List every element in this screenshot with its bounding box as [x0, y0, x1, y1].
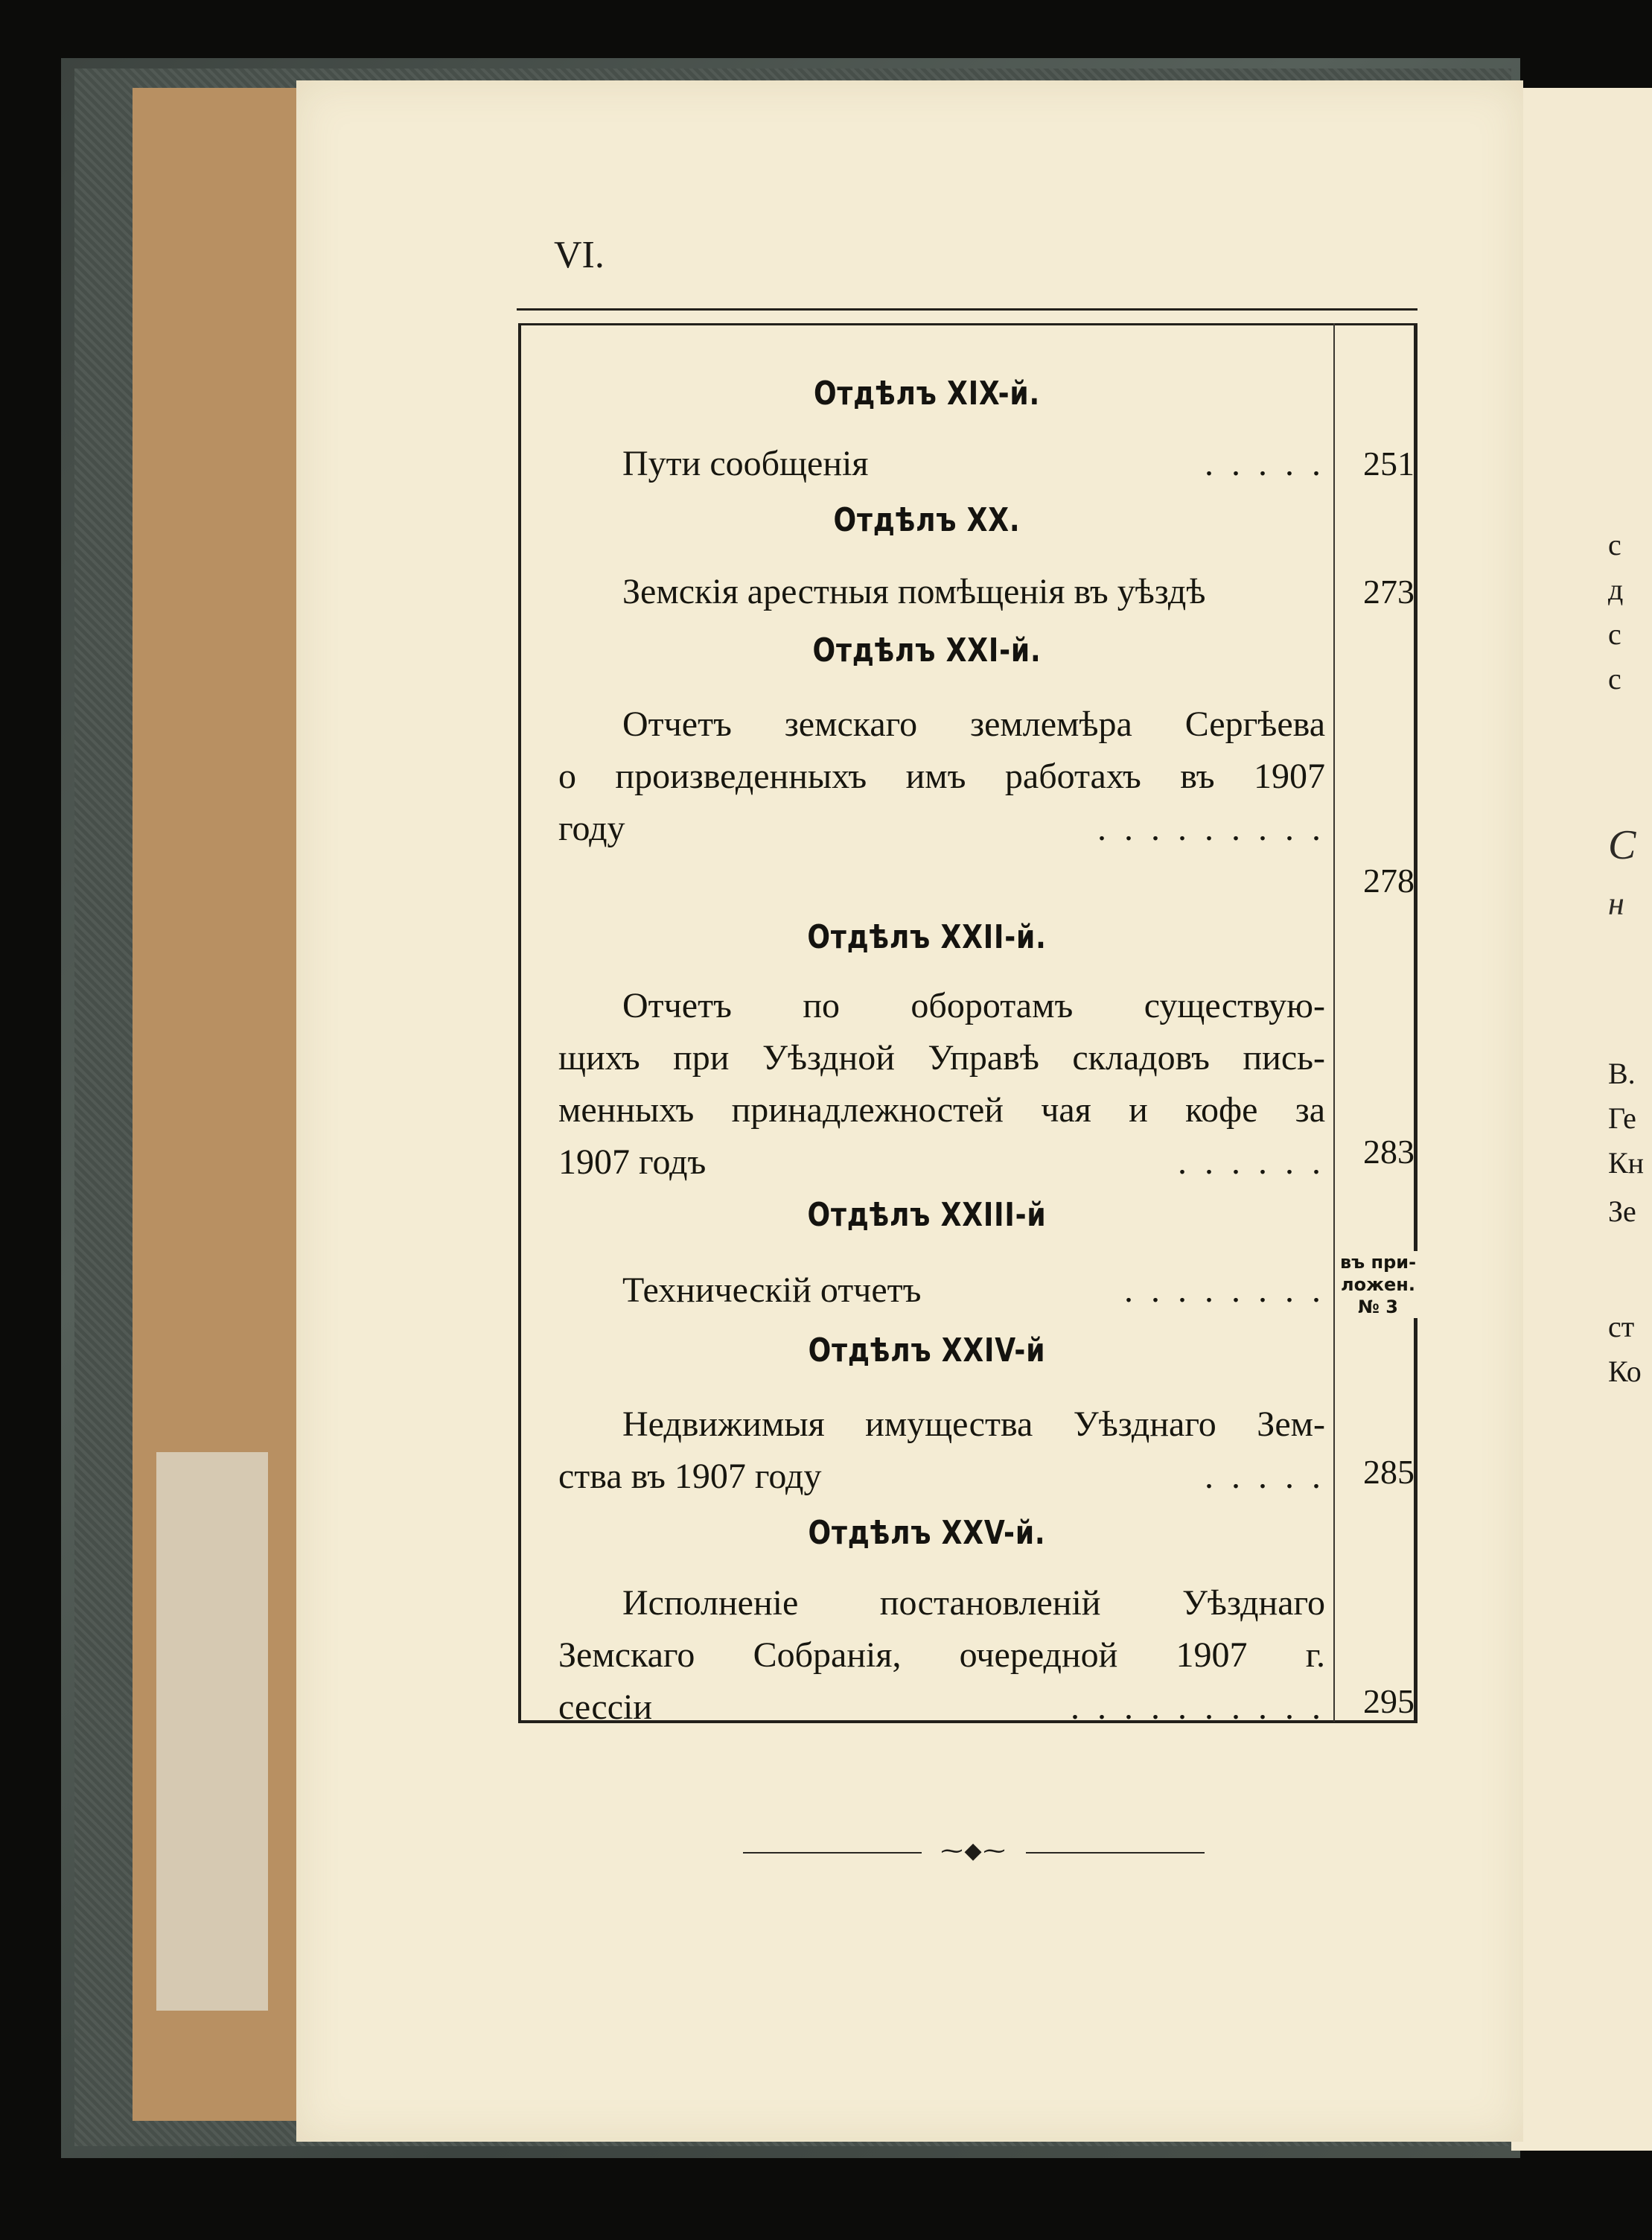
leader-dots: . . . . .	[1205, 1457, 1325, 1496]
toc-entry	[558, 1264, 1325, 1317]
top-rule	[517, 308, 1417, 311]
entry-text: Земскія арестныя помѣщенія въ уѣздѣ	[622, 572, 1206, 611]
entry-text: Пути сообщенія	[622, 444, 869, 483]
page-ref: 251	[1363, 445, 1415, 483]
section-heading: Отдѣлъ XIX-й.	[813, 375, 1041, 413]
section-heading: Отдѣлъ XXI-й.	[812, 631, 1042, 669]
section-heading: Отдѣлъ XXIV-й	[808, 1331, 1046, 1369]
section-heading: Отдѣлъ XXV-й.	[808, 1514, 1046, 1552]
facing-text-fragment: д	[1608, 573, 1624, 606]
facing-page	[1511, 88, 1652, 2151]
leader-dots: . . . . . . . . . .	[1071, 1687, 1325, 1727]
note-line: № 3	[1358, 1296, 1398, 1317]
page-ref: 295	[1363, 1682, 1415, 1720]
facing-text-fragment: Кн	[1608, 1146, 1645, 1180]
page-number: VI.	[554, 234, 605, 276]
section-heading: Отдѣлъ XXII-й.	[807, 918, 1047, 956]
facing-text-fragment: с	[1608, 617, 1621, 651]
toc-entry	[558, 980, 1325, 1189]
facing-text-fragment: С	[1608, 822, 1636, 868]
page-ref-note	[1339, 1251, 1417, 1318]
facing-text-fragment: Ко	[1608, 1355, 1642, 1388]
toc-entry	[558, 699, 1325, 855]
section-heading: Отдѣлъ XXIII-й	[807, 1196, 1047, 1234]
facing-text-fragment: В.	[1608, 1057, 1636, 1090]
ornament-divider	[743, 1839, 1205, 1865]
section-heading: Отдѣлъ XX.	[833, 501, 1021, 539]
book-page	[296, 80, 1523, 2142]
entry-line: о произведенныхъ имъ работахъ въ 1907	[558, 757, 1325, 796]
ornament-glyph: ⁓◆⁓	[940, 1839, 1007, 1863]
page-ref: 285	[1363, 1453, 1415, 1491]
page-ref: 283	[1363, 1133, 1415, 1171]
entry-line: сессіи	[558, 1687, 653, 1727]
entry-line: году	[558, 809, 625, 848]
facing-text-fragment: с	[1608, 528, 1621, 561]
toc-entry	[558, 566, 1325, 618]
note-line: въ при-	[1339, 1252, 1417, 1273]
leader-dots: . . . . . . . . .	[1097, 809, 1325, 848]
toc-entry	[558, 1399, 1325, 1503]
page-ref: 273	[1363, 573, 1415, 611]
entry-text: Техническій отчетъ	[622, 1270, 922, 1310]
facing-text-fragment: н	[1608, 885, 1624, 922]
entry-line: Отчетъ по оборотамъ существую-	[622, 986, 1325, 1025]
entry-line: менныхъ принадлежностей чая и кофе за	[558, 1090, 1325, 1130]
leader-dots: . . . . .	[1205, 444, 1325, 483]
entry-line: 1907 годъ	[558, 1142, 707, 1182]
page-ref: 278	[1363, 862, 1415, 900]
entry-line: ства въ 1907 году	[558, 1457, 822, 1496]
entry-line: Исполненіе постановленій Уѣзднаго	[622, 1583, 1325, 1623]
entry-line: Недвижимыя имущества Уѣзднаго Зем-	[622, 1404, 1325, 1444]
toc-entry	[558, 438, 1325, 490]
note-line: ложен.	[1341, 1274, 1415, 1295]
leader-dots: . . . . . .	[1178, 1142, 1325, 1182]
entry-line: щихъ при Уѣздной Управѣ складовъ пись-	[558, 1038, 1325, 1078]
facing-text-fragment: Зе	[1608, 1194, 1636, 1228]
entry-line: Земскаго Собранія, очередной 1907 г.	[558, 1635, 1325, 1675]
facing-text-fragment: Ге	[1608, 1101, 1636, 1135]
toc-entry	[558, 1577, 1325, 1734]
paper-strip	[156, 1452, 268, 2011]
facing-text-fragment: с	[1608, 662, 1621, 696]
leader-dots: . . . . . . . .	[1124, 1270, 1325, 1310]
entry-line: Отчетъ земскаго землемѣра Сергѣева	[622, 704, 1325, 744]
page-column-divider	[1333, 323, 1335, 1722]
facing-text-fragment: ст	[1608, 1310, 1635, 1343]
